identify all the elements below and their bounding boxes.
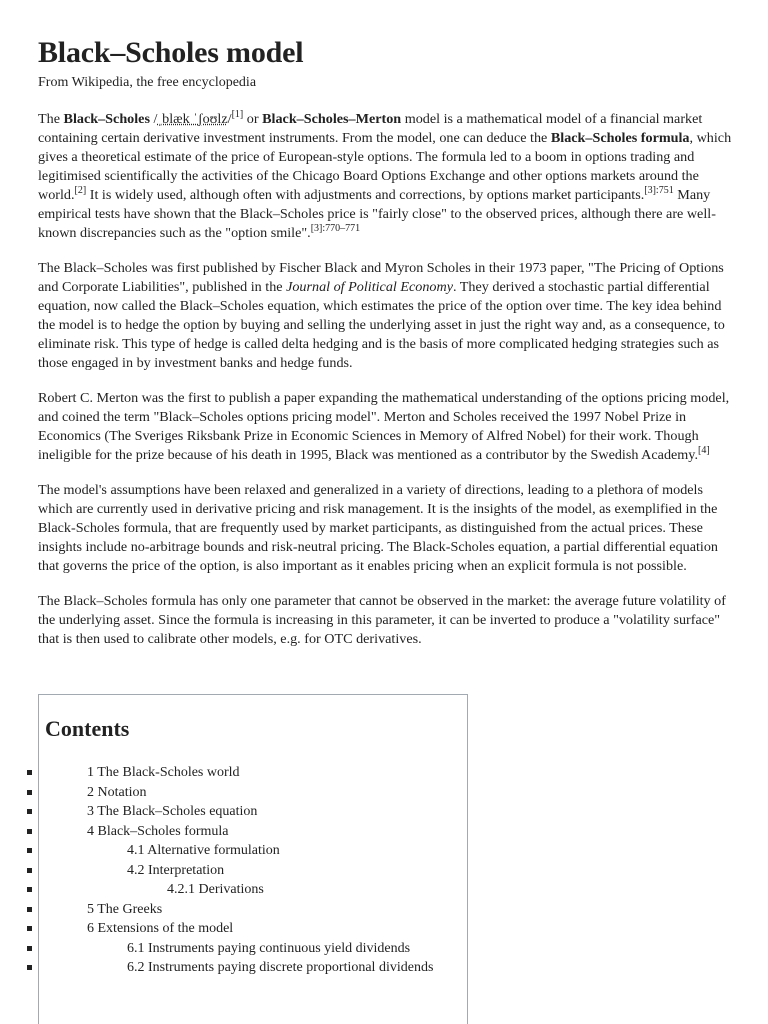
toc-item-label[interactable]: 4.2 Interpretation	[127, 862, 225, 878]
reference-1[interactable]: [1]	[231, 109, 244, 120]
history-paragraph	[38, 259, 732, 373]
reference-2[interactable]: [2]	[74, 185, 87, 196]
toc-subitem[interactable]	[45, 958, 467, 978]
toc-item-label[interactable]: 6.2 Instruments paying discrete proportional dividends	[127, 960, 434, 975]
bullet-icon	[27, 907, 32, 912]
toc-list	[45, 763, 467, 978]
page-title: Black–Scholes model	[38, 36, 304, 69]
bullet-icon	[27, 965, 32, 970]
toc-item[interactable]	[45, 822, 467, 842]
toc-item-label[interactable]: 2 Notation	[87, 784, 147, 800]
bullet-icon	[27, 809, 32, 814]
toc-item-label[interactable]: 6.1 Instruments paying continuous yield dividends	[127, 940, 411, 956]
toc-item[interactable]	[45, 900, 467, 920]
toc-subitem[interactable]	[45, 939, 467, 959]
p2-text-1: The Black–Scholes was first published by Fischer Black and Myron Scholes in their 1973 paper, "The Pricing of Options and Corporate Liabilities", published in the	[38, 260, 724, 295]
volatility-paragraph	[38, 592, 732, 649]
p1-text-3: /	[227, 111, 232, 127]
page-subtitle: From Wikipedia, the free encyclopedia	[38, 75, 257, 90]
p1-text-2: /	[149, 111, 158, 127]
toc-item[interactable]	[45, 802, 467, 822]
toc-subsubitem[interactable]	[45, 880, 467, 900]
table-of-contents	[38, 694, 468, 1024]
term-black-scholes-merton: Black–Scholes–Merton	[262, 111, 402, 127]
assumptions-paragraph	[38, 481, 732, 576]
toc-item-label[interactable]: 5 The Greeks	[87, 901, 163, 917]
term-black-scholes-formula: Black–Scholes formula	[550, 130, 690, 146]
p1-text-8: Many empirical tests have shown that the Black–Scholes price is "fairly close" to the observed prices, although there are well-known discrepancies such as the "option smile".	[38, 187, 716, 241]
toc-item[interactable]	[45, 919, 467, 939]
toc-item-label[interactable]: 4 Black–Scholes formula	[87, 823, 229, 839]
toc-title: Contents	[45, 716, 130, 741]
bullet-icon	[27, 770, 32, 775]
toc-item-label[interactable]: 4.1 Alternative formulation	[127, 843, 280, 858]
toc-subitem[interactable]	[45, 861, 467, 881]
toc-item-label[interactable]: 6 Extensions of the model	[87, 921, 234, 936]
p5-text-1: The Black–Scholes formula has only one parameter that cannot be observed in the market: the average future volatility of the underlying asset. Since the formula is increasing in this parameter, it can be inverted to produce a "volatility surface" that is then used to calibrate other models, e.g. for OTC derivatives.	[38, 593, 726, 647]
p2-text-2: . They derived a stochastic partial differential equation, now called the Black–Scholes equation, which estimates the price of the option over time. The key idea behind the model is to hedge the option by buying and selling the underlying asset in just the right way and, as a consequence, to eliminate risk. This type of hedge is called delta hedging and is the basis of more complicated hedging strategies such as those engaged in by investment banks and hedge funds.	[38, 279, 725, 371]
toc-subitem[interactable]	[45, 841, 467, 861]
reference-3b[interactable]: [3]:770–771	[310, 223, 361, 234]
bullet-icon	[27, 790, 32, 795]
toc-item-label[interactable]: 3 The Black–Scholes equation	[87, 804, 258, 819]
p1-text-7: It is widely used, although often with adjustments and corrections, by options market participants.	[86, 187, 645, 203]
pronunciation-ipa[interactable]: ˌblæk ˈʃoʊlz	[157, 111, 228, 127]
reference-4[interactable]: [4]	[697, 445, 710, 456]
bullet-icon	[27, 829, 32, 834]
journal-name: Journal of Political Economy	[286, 279, 453, 295]
bullet-icon	[27, 926, 32, 931]
reference-3[interactable]: [3]:751	[644, 185, 674, 196]
bullet-icon	[27, 848, 32, 853]
toc-item-label[interactable]: 4.2.1 Derivations	[167, 882, 264, 897]
toc-item[interactable]	[45, 783, 467, 803]
p1-text-5: model is a mathematical model of a financial market containing certain derivative investment instruments. From the model, one can deduce the	[38, 111, 703, 146]
term-black-scholes: Black–Scholes	[63, 111, 150, 127]
p1-text-4: or	[243, 111, 263, 127]
p1-text-1: The	[38, 111, 64, 127]
intro-paragraph	[38, 110, 732, 243]
p3-text-1: Robert C. Merton was the first to publish a paper expanding the mathematical understanding of the options pricing model, and coined the term "Black–Scholes options pricing model". Merton and Scholes received the 1997 Nobel Prize in Economics (The Sveriges Riksbank Prize in Economic Sciences in Memory of Alfred Nobel) for their work. Though ineligible for the prize because of his death in 1995, Black was mentioned as a contributor by the Swedish Academy.	[38, 390, 730, 463]
p4-text-1: The model's assumptions have been relaxed and generalized in a variety of directions, leading to a plethora of models which are currently used in derivative pricing and risk management. It is the insights of the model, as exemplified in the Black-Scholes formula, that are frequently used by market participants, as distinguished from the actual prices. These insights include no-arbitrage bounds and risk-neutral pricing. The Black-Scholes equation, a partial differential equation that governs the price of the option, is also important as it enables pricing when an explicit formula is not possible.	[38, 482, 718, 574]
bullet-icon	[27, 887, 32, 892]
toc-item[interactable]	[45, 763, 467, 783]
p1-text-6: , which gives a theoretical estimate of the price of European-style options. The formula led to a boom in options trading and legitimised scientifically the activities of the Chicago Board Options Exchange and other options markets around the world.	[38, 130, 732, 203]
bullet-icon	[27, 868, 32, 873]
merton-paragraph	[38, 389, 732, 465]
bullet-icon	[27, 946, 32, 951]
toc-item-label[interactable]: 1 The Black-Scholes world	[87, 765, 240, 780]
